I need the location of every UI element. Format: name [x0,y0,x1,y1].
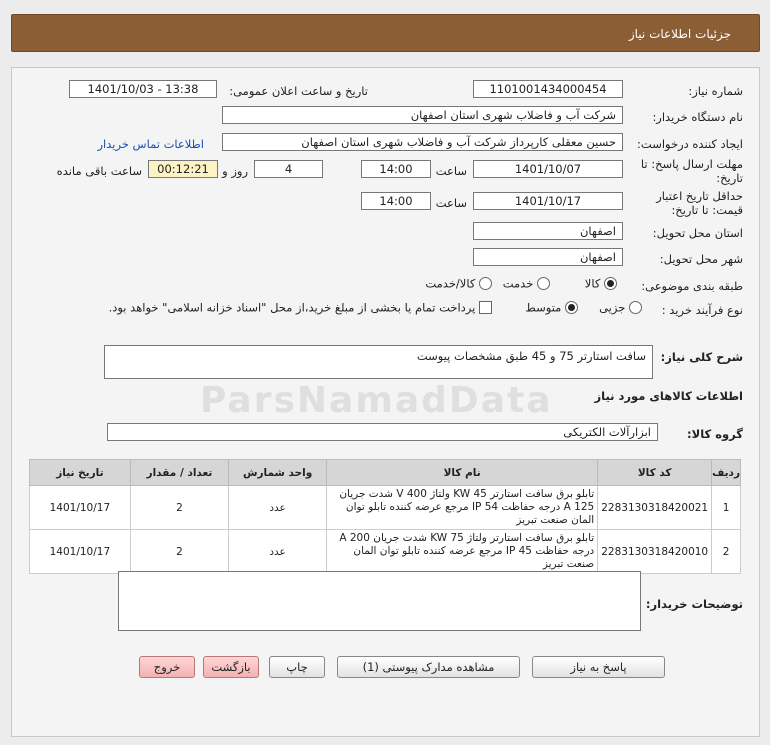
buyer-org-label: نام دستگاه خریدار: [652,110,743,124]
deadline-label-date: تاریخ: [716,171,743,185]
col-header-quantity: تعداد / مقدار [130,460,228,486]
cell-date: 1401/10/17 [30,530,131,574]
summary-label: شرح کلی نیاز: [660,350,743,364]
buyer-contact-link[interactable]: اطلاعات تماس خریدار [97,137,204,151]
goods-group-field: ابزارآلات الکتریکی [107,423,658,441]
announce-field: 1401/10/03 - 13:38 [69,80,217,98]
province-field: اصفهان [473,222,623,240]
table-header-row [30,460,741,486]
table-row [30,486,741,530]
validity-label: حداقل تاریخ اعتبار [656,189,743,203]
col-header-name: نام کالا [327,460,598,486]
validity-time-field: 14:00 [361,192,431,210]
creator-label: ایجاد کننده درخواست: [637,137,743,151]
radio-selected-icon[interactable] [604,277,617,290]
radio-icon[interactable] [537,277,550,290]
process-option-minor[interactable]: جزیی [599,300,642,315]
page-header [11,14,760,52]
print-button[interactable]: چاپ [269,656,325,678]
checkbox-icon[interactable] [479,301,492,314]
validity-time-label: ساعت [435,196,467,210]
cell-quantity: 2 [130,486,228,530]
deadline-time-label: ساعت [435,164,467,178]
cell-date: 1401/10/17 [30,486,131,530]
col-header-row-number: ردیف [712,460,741,486]
remaining-time-label: ساعت باقی مانده [56,164,142,178]
creator-field: حسین معقلی کارپرداز شرکت آب و فاضلاب شهری استان اصفهان [222,133,623,151]
cell-name: تابلو برق سافت استارتر KW 45 ولتاژ V 400 شدت جریان 125 A درجه حفاظت IP 54 مرجع عرضه کننده تابلو توان المان صنعت تبریز [327,486,598,530]
buyer-notes-label: توضیحات خریدار: [645,597,743,611]
radio-selected-icon[interactable] [565,301,578,314]
treasury-payment-option[interactable]: پرداخت تمام یا بخشی از مبلغ خرید،از محل "اسناد خزانه اسلامی" خواهد بود. [109,300,492,315]
goods-section-title: اطلاعات کالاهای مورد نیاز [594,389,743,403]
cell-code: 2283130318420021 [598,486,712,530]
cell-unit: عدد [229,486,327,530]
view-attachments-button[interactable]: مشاهده مدارک پیوستی (1) [337,656,520,678]
city-field: اصفهان [473,248,623,266]
cell-code: 2283130318420010 [598,530,712,574]
reply-button[interactable]: پاسخ به نیاز [532,656,665,678]
cell-row-number: 2 [712,530,741,574]
col-header-unit: واحد شمارش [229,460,327,486]
city-label: شهر محل تحویل: [659,252,743,266]
process-label: نوع فرآیند خرید : [661,303,743,317]
buyer-notes-field [118,571,641,631]
watermark: ParsNamadData [200,380,553,421]
buyer-org-field: شرکت آب و فاضلاب شهری استان اصفهان [222,106,623,124]
cell-row-number: 1 [712,486,741,530]
validity-date-field: 1401/10/17 [473,192,623,210]
days-label: روز و [222,164,248,178]
table-row [30,530,741,574]
goods-group-label: گروه کالا: [687,427,743,441]
exit-button[interactable]: خروج [139,656,195,678]
category-label: طبقه بندی موضوعی: [641,279,743,293]
category-option-service[interactable]: خدمت [503,276,550,291]
col-header-date: تاریخ نیاز [30,460,131,486]
validity-label-date: قیمت: تا تاریخ: [671,203,743,217]
goods-table [29,459,741,574]
cell-quantity: 2 [130,530,228,574]
cell-unit: عدد [229,530,327,574]
need-number-field: 1101001434000454 [473,80,623,98]
page-title: جزئیات اطلاعات نیاز [628,27,731,41]
days-remaining-field: 4 [254,160,323,178]
category-option-goods[interactable]: کالا [585,276,617,291]
cell-name: تابلو برق سافت استارتر ولتاژ KW 75 شدت جریان A 200 درجه حفاظت IP 45 مرجع عرضه کننده تابلو توان المان صنعت تبریز [327,530,598,574]
process-option-medium[interactable]: متوسط [525,300,578,315]
remaining-time-field: 00:12:21 [148,160,218,178]
need-number-label: شماره نیاز: [688,84,743,98]
announce-label: تاریخ و ساعت اعلان عمومی: [229,84,368,98]
col-header-code: کد کالا [598,460,712,486]
deadline-label: مهلت ارسال پاسخ: تا [640,157,743,171]
radio-icon[interactable] [479,277,492,290]
province-label: استان محل تحویل: [652,226,743,240]
summary-field: سافت استارتر 75 و 45 طبق مشخصات پیوست [104,345,653,379]
radio-icon[interactable] [629,301,642,314]
category-option-goods-service[interactable]: کالا/خدمت [425,276,492,291]
deadline-date-field: 1401/10/07 [473,160,623,178]
deadline-time-field: 14:00 [361,160,431,178]
back-button[interactable]: بازگشت [203,656,259,678]
